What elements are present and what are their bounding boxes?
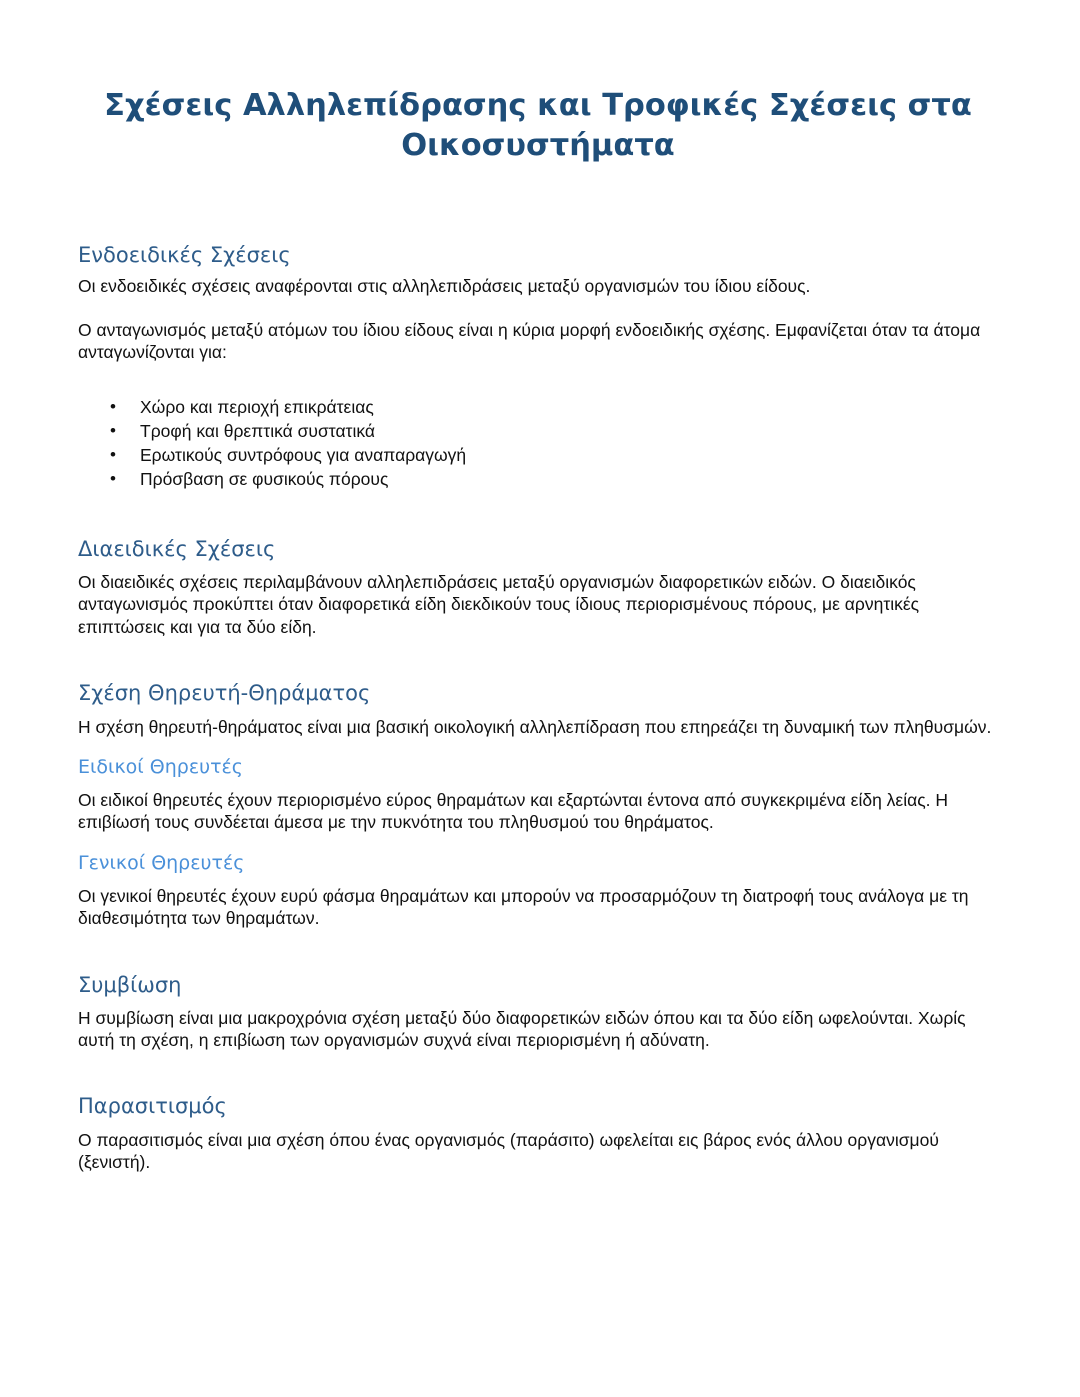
list-item	[110, 419, 998, 443]
list-item	[110, 443, 998, 467]
section-interspecific	[78, 536, 998, 639]
section-predator-prey	[78, 680, 998, 930]
list-item-text: Τροφή και θρεπτικά συστατικά	[140, 420, 376, 441]
bullet-icon: •	[110, 444, 116, 464]
paragraph: Οι ειδικοί θηρευτές έχουν περιορισμένο εύρος θηραμάτων και εξαρτώνται έντονα από συγκεκριμένα είδη λείας. Η επιβίωσή τους συνδέεται άμεσα με την πυκνότητα του πληθυσμού του θηράματος.	[78, 789, 949, 832]
section-heading: Παρασιτισμός	[78, 1093, 227, 1118]
section-heading: Σχέση Θηρευτή-Θηράματος	[78, 681, 371, 705]
paragraph: Οι γενικοί θηρευτές έχουν ευρύ φάσμα θηραμάτων και μπορούν να προσαρμόζουν τη διατροφή τους ανάλογα με τη διαθεσιμότητα των θηραμάτων.	[78, 885, 969, 928]
section-parasitism	[78, 1093, 998, 1174]
section-heading: Διαειδικές Σχέσεις	[78, 536, 276, 561]
section-symbiosis	[78, 972, 998, 1052]
subsection-specialist-predators	[78, 755, 998, 834]
list-item-text: Πρόσβαση σε φυσικούς πόρους	[140, 468, 389, 489]
section-intraspecific	[78, 242, 998, 491]
bullet-icon: •	[110, 420, 116, 440]
subsection-generalist-predators	[78, 851, 998, 930]
subsection-heading: Ειδικοί Θηρευτές	[78, 755, 243, 778]
bullet-list	[78, 395, 998, 491]
bullet-icon: •	[110, 468, 116, 488]
paragraph: Ο παρασιτισμός είναι μια σχέση όπου ένας οργανισμός (παράσιτο) ωφελείται εις βάρος ενός άλλου οργανισμού (ξενιστή).	[78, 1129, 939, 1172]
list-item	[110, 467, 998, 491]
section-heading: Ενδοειδικές Σχέσεις	[78, 243, 291, 267]
paragraph: Η συμβίωση είναι μια μακροχρόνια σχέση μεταξύ δύο διαφορετικών ειδών όπου και τα δύο είδη ωφελούνται. Χωρίς αυτή τη σχέση, η επιβίωση των οργανισμών συχνά είναι περιορισμένη ή αδύνατη.	[78, 1007, 966, 1050]
paragraph: Οι διαειδικές σχέσεις περιλαμβάνουν αλληλεπιδράσεις μεταξύ οργανισμών διαφορετικών ειδών. Ο διαειδικός ανταγωνισμός προκύπτει όταν διαφορετικά είδη διεκδικούν τους ίδιους περιορισμένους πόρους, με αρνητικές επιπτώσεις και για τα δύο είδη.	[78, 571, 920, 637]
list-item	[110, 395, 998, 419]
subsection-heading: Γενικοί Θηρευτές	[78, 851, 245, 874]
paragraph: Ο ανταγωνισμός μεταξύ ατόμων του ίδιου είδους είναι η κύρια μορφή ενδοειδικής σχέσης. Εμφανίζεται όταν τα άτομα ανταγωνίζονται για:	[78, 319, 981, 362]
paragraph: Η σχέση θηρευτή-θηράματος είναι μια βασική οικολογική αλληλεπίδραση που επηρεάζει τη δυναμική των πληθυσμών.	[78, 717, 992, 737]
list-item-text: Ερωτικούς συντρόφους για αναπαραγωγή	[140, 444, 467, 465]
paragraph: Οι ενδοειδικές σχέσεις αναφέρονται στις αλληλεπιδράσεις μεταξύ οργανισμών του ίδιου είδους.	[78, 276, 811, 296]
bullet-icon: •	[110, 396, 116, 416]
section-heading: Συμβίωση	[78, 972, 182, 997]
document-title: Σχέσεις Αλληλεπίδρασης και Τροφικές Σχέσεις στα Οικοσυστήματα	[104, 88, 972, 163]
list-item-text: Χώρο και περιοχή επικράτειας	[140, 396, 374, 417]
